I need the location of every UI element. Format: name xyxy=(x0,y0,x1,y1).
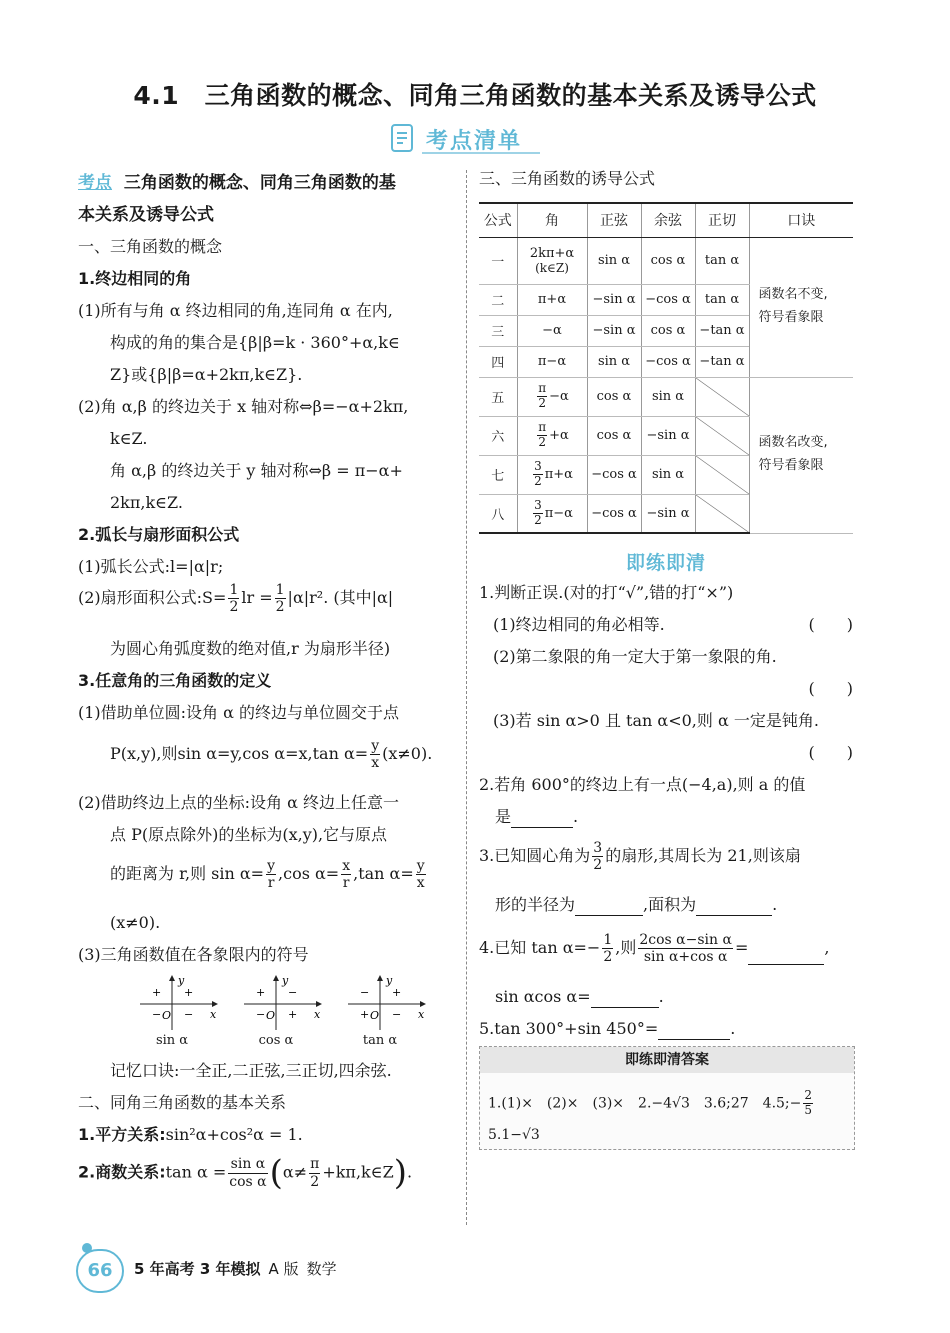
paragraph: (3)三角函数值在各象限内的符号 xyxy=(78,945,309,964)
fraction: $\frac{3}{2}$ xyxy=(593,840,603,874)
table-header: 正弦 xyxy=(587,203,641,237)
quadrant-diagram-label: sin α xyxy=(155,1033,189,1048)
x-axis-label: x xyxy=(418,1008,425,1021)
quadrant-2-sign: + xyxy=(256,986,266,999)
y-axis-label: y xyxy=(386,974,393,987)
question-3-cont: 形的半径为 ,面积为 . xyxy=(479,894,777,916)
question-4: 4.已知 tan α=− $\frac{1}{2}$ ,则 $\frac{\text{2cos α−sin α}}{\text{sin α+cos α}}$ = , xyxy=(479,932,830,966)
quadrant-3-sign: + xyxy=(360,1008,370,1021)
fraction: $\frac{y}{r}$ xyxy=(267,858,276,892)
x-axis-arrow xyxy=(316,1001,322,1007)
answer-blank[interactable] xyxy=(575,915,643,916)
answer-blank[interactable] xyxy=(511,827,573,828)
paragraph: k∈Z. xyxy=(110,429,148,448)
table-header: 公式 xyxy=(479,203,517,237)
x-axis-arrow xyxy=(212,1001,218,1007)
paragraph: 2kπ,k∈Z. xyxy=(110,493,183,512)
answer-blank[interactable] xyxy=(696,915,772,916)
quadrant-diagram-label: tan α xyxy=(362,1033,398,1048)
banner-text: 考点清单 xyxy=(426,129,523,154)
mnemonic-cell: 函数名不变, 符号看象限 xyxy=(749,237,853,377)
paragraph: 点 P(原点除外)的坐标为(x,y),它与原点 xyxy=(110,825,388,844)
column-divider xyxy=(466,170,467,1225)
quadrant-1-sign: + xyxy=(184,986,194,999)
fraction: $\frac{\text{sin α}}{\text{cos α}}$ xyxy=(229,1156,267,1190)
table-header-row xyxy=(479,203,853,237)
empty-diagonal-cell xyxy=(695,455,749,494)
quadrant-1-sign: − xyxy=(288,986,298,999)
question-1-1: (1)终边相同的角必相等. ( ) xyxy=(493,614,855,636)
fraction: $\frac{y}{x}$ xyxy=(416,858,425,892)
x-axis-arrow xyxy=(420,1001,426,1007)
paragraph: (2)借助终边上点的坐标:设角 α 终边上任意一 xyxy=(78,793,400,812)
clipboard-icon xyxy=(388,122,418,154)
reduction-formula-table xyxy=(479,202,853,534)
quadrant-diagram-label: cos α xyxy=(258,1033,294,1048)
answer-blank[interactable] xyxy=(748,964,824,965)
page-number: 66 xyxy=(76,1249,124,1293)
question-2-cont: 是 . xyxy=(479,806,578,828)
quadrant-axes xyxy=(138,974,222,1032)
question-1-3: (3)若 sin α>0 且 tan α<0,则 α 一定是钝角. xyxy=(493,711,819,730)
quadrant-axes xyxy=(346,974,430,1032)
formula-line: 的距离为 r,则 sin α= $\frac{y}{r}$ ,cos α= $\frac{x}{r}$ ,tan α= $\frac{y}{x}$ xyxy=(110,858,425,892)
section-banner xyxy=(388,120,540,158)
answer-bracket[interactable]: ( ) xyxy=(808,743,853,762)
page-title: 4.1 三角函数的概念、同角三角函数的基本关系及诱导公式 xyxy=(133,81,817,110)
question-2: 2.若角 600°的终边上有一点(−4,a),则 a 的值 xyxy=(479,775,806,794)
origin-label: O xyxy=(370,1009,380,1022)
quadrant-2-sign: − xyxy=(360,986,370,999)
subsection-heading: 2.弧长与扇形面积公式 xyxy=(78,525,240,544)
quadrant-2-sign: + xyxy=(152,986,162,999)
paragraph: (2)角 α,β 的终边关于 x 轴对称⇔β=−α+2kπ, xyxy=(78,397,409,416)
quadrant-1-sign: + xyxy=(392,986,402,999)
x-axis-label: x xyxy=(210,1008,217,1021)
table-row: 六 $\frac{\pi}{2}$ +α cos α −sin α xyxy=(479,416,853,455)
y-axis-arrow xyxy=(273,975,279,981)
table-header: 角 xyxy=(517,203,587,237)
quadrant-diagram xyxy=(138,974,222,1054)
quadrant-4-sign: + xyxy=(288,1008,298,1021)
y-axis-label: y xyxy=(282,974,289,987)
quadrant-diagram xyxy=(346,974,430,1054)
y-axis-label: y xyxy=(178,974,185,987)
quadrant-diagram xyxy=(242,974,326,1054)
quadrant-axes xyxy=(242,974,326,1032)
section-heading: 二、同角三角函数的基本关系 xyxy=(78,1093,287,1112)
formula-line: 1.平方关系:sin²α+cos²α = 1. xyxy=(78,1125,303,1144)
formula-line: (2)扇形面积公式:S= $\frac{1}{2}$ lr = $\frac{1}{2}$ |α|r². (其中|α| xyxy=(78,582,394,616)
paragraph: (1)弧长公式:l=|α|r; xyxy=(78,557,224,576)
question-1: 1.判断正误.(对的打“√”,错的打“×”) xyxy=(479,583,734,602)
fraction: $\frac{\pi}{2}$ xyxy=(310,1156,320,1190)
quadrant-4-sign: − xyxy=(392,1008,402,1021)
empty-diagonal-cell xyxy=(695,494,749,533)
table-heading: 三、三角函数的诱导公式 xyxy=(479,169,656,188)
subsection-heading: 3.任意角的三角函数的定义 xyxy=(78,671,272,690)
table-row: 三 −α −sin α cos α −tan α xyxy=(479,315,853,346)
answer-box xyxy=(479,1046,855,1150)
answer-line: 5.1−√3 xyxy=(488,1127,540,1143)
paragraph: (x≠0). xyxy=(110,913,161,932)
table-header: 正切 xyxy=(695,203,749,237)
paragraph: Z}或{β|β=α+2kπ,k∈Z}. xyxy=(110,365,303,384)
table-row: 四 π−α sin α −cos α −tan α xyxy=(479,346,853,377)
paragraph: (1)所有与角 α 终边相同的角,连同角 α 在内, xyxy=(78,301,393,320)
section-heading: 一、三角函数的概念 xyxy=(78,237,223,256)
kd-heading-cont: 本关系及诱导公式 xyxy=(78,205,214,225)
fraction: $\frac{x}{r}$ xyxy=(342,858,351,892)
answer-bracket[interactable]: ( ) xyxy=(808,679,853,698)
question-5: 5.tan 300°+sin 450°= . xyxy=(479,1018,735,1040)
empty-diagonal-cell xyxy=(695,416,749,455)
answer-box-title: 即练即清答案 xyxy=(480,1047,854,1073)
y-axis-arrow xyxy=(169,975,175,981)
table-header: 余弦 xyxy=(641,203,695,237)
subsection-heading: 1.终边相同的角 xyxy=(78,269,192,288)
formula-line: 2.商数关系:tan α = $\frac{\text{sin α}}{\text{cos α}}$ (α≠ $\frac{\pi}{2}$ +kπ,k∈Z). xyxy=(78,1153,413,1193)
table-row: 一 2kπ+α (k∈Z) sin α cos α tan α 函数名不变, 符号看象限 xyxy=(479,237,853,284)
practice-title: 即练即清 xyxy=(625,552,706,574)
fraction: $\frac{1}{2}$ xyxy=(603,932,613,966)
book-title: 5 年高考 3 年模拟 A 版 数学 xyxy=(134,1260,337,1278)
question-4-cont: sin αcos α= . xyxy=(479,986,664,1008)
question-1-2: (2)第二象限的角一定大于第一象限的角. xyxy=(493,647,777,666)
mnemonic-cell: 函数名改变, 符号看象限 xyxy=(749,377,853,533)
quadrant-4-sign: − xyxy=(184,1008,194,1021)
answer-bracket[interactable]: ( ) xyxy=(808,615,853,634)
origin-label: O xyxy=(162,1009,172,1022)
table-row: 二 π+α −sin α −cos α tan α xyxy=(479,284,853,315)
empty-diagonal-cell xyxy=(695,377,749,416)
mnemonic: 记忆口诀:一全正,二正弦,三正切,四余弦. xyxy=(110,1061,392,1080)
x-axis-label: x xyxy=(314,1008,321,1021)
kd-heading: 考点 三角函数的概念、同角三角函数的基 xyxy=(78,173,396,193)
answer-line: 1.(1)× (2)× (3)× 2.−4√3 3.6;27 4.5;− $\frac{2}{5}$ xyxy=(488,1088,813,1117)
paragraph: 角 α,β 的终边关于 y 轴对称⇔β = π−α+ xyxy=(110,461,403,480)
fraction: $\frac{\text{2cos α−sin α}}{\text{sin α+cos α}}$ xyxy=(639,932,732,966)
table-row: 五 $\frac{\pi}{2}$ −α cos α sin α 函数名改变, 符号看象限 xyxy=(479,377,853,416)
question-3: 3.已知圆心角为 $\frac{3}{2}$ 的扇形,其周长为 21,则该扇 xyxy=(479,840,801,874)
y-axis-arrow xyxy=(377,975,383,981)
answer-blank[interactable] xyxy=(591,1007,659,1008)
paragraph: 构成的角的集合是{β|β=k · 360°+α,k∈ xyxy=(110,333,400,352)
fraction: $\frac{1}{2}$ xyxy=(275,582,285,616)
paragraph: 为圆心角弧度数的绝对值,r 为扇形半径) xyxy=(110,639,391,658)
formula-line: P(x,y),则sin α=y,cos α=x,tan α= $\frac{y}{x}$ (x≠0). xyxy=(110,738,433,772)
quadrant-sign-diagrams xyxy=(138,974,458,1054)
table-header: 口诀 xyxy=(749,203,853,237)
fraction: $\frac{1}{2}$ xyxy=(229,582,239,616)
answer-blank[interactable] xyxy=(658,1039,730,1040)
table-row: 七 $\frac{3}{2}$ π+α −cos α sin α xyxy=(479,455,853,494)
table-row: 八 $\frac{3}{2}$ π−α −cos α −sin α xyxy=(479,494,853,533)
origin-label: O xyxy=(266,1009,276,1022)
quadrant-3-sign: − xyxy=(256,1008,266,1021)
quadrant-3-sign: − xyxy=(152,1008,162,1021)
fraction: $\frac{y}{x}$ xyxy=(371,738,380,772)
paragraph: (1)借助单位圆:设角 α 的终边与单位圆交于点 xyxy=(78,703,400,722)
